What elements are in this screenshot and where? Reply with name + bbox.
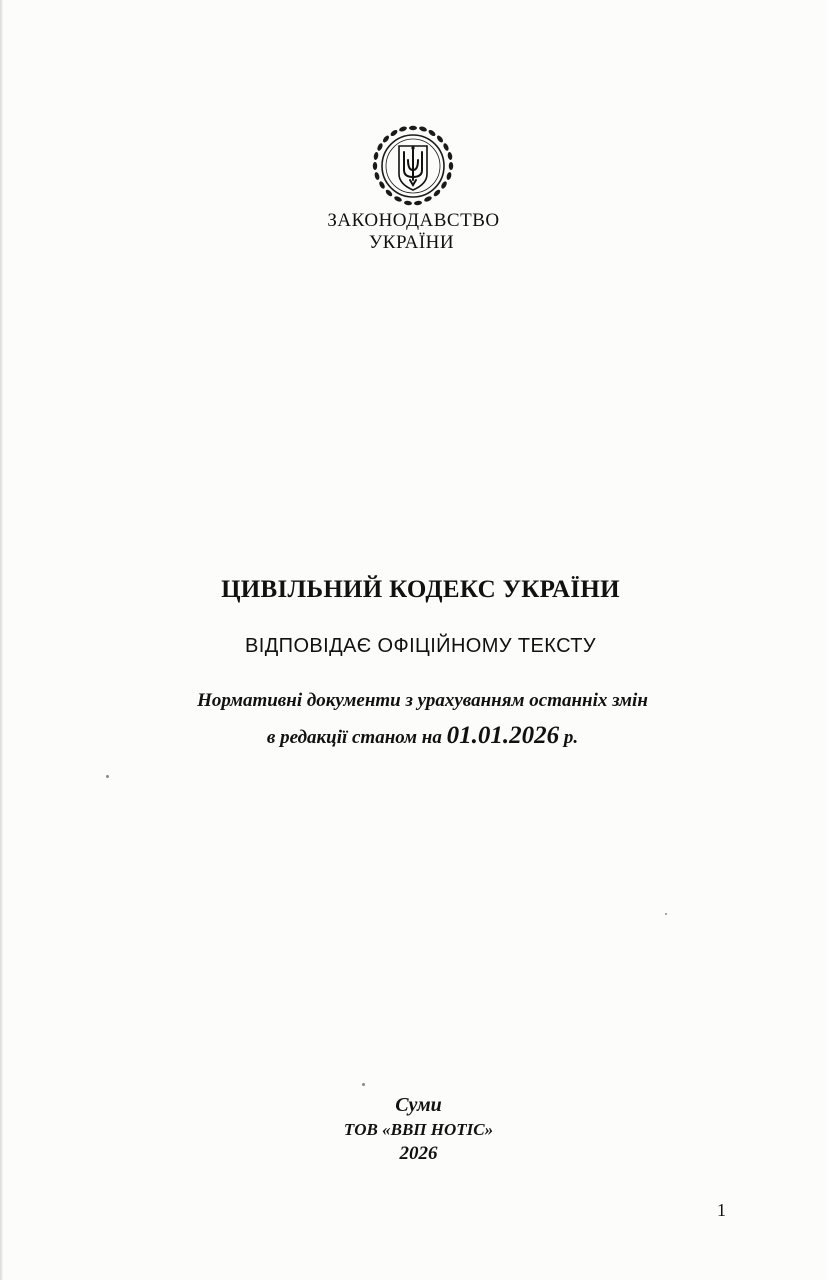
page-number: 1 <box>717 1200 726 1220</box>
imprint-city: Суми <box>395 1094 442 1116</box>
edition-date: 01.01.2026 <box>446 722 560 749</box>
series-title-line2: УКРАЇНИ <box>368 232 455 253</box>
imprint-year: 2026 <box>399 1143 438 1164</box>
edition-note-line1: Нормативні документи з урахуванням останніх змін <box>197 690 648 711</box>
edition-note-line2 <box>0 722 827 750</box>
series-title-line1: ЗАКОНОДАВСТВО <box>327 210 500 231</box>
book-title: ЦИВІЛЬНИЙ КОДЕКС УКРАЇНИ <box>221 576 620 603</box>
print-speck <box>106 775 109 778</box>
imprint-publisher: ТОВ «ВВП НОТІС» <box>343 1120 494 1139</box>
official-text-note: ВІДПОВІДАЄ ОФІЦІЙНОМУ ТЕКСТУ <box>245 635 596 657</box>
print-speck <box>362 1083 365 1086</box>
edition-date-suffix: р. <box>563 727 579 748</box>
print-speck <box>665 913 667 915</box>
trident-wreath-emblem-icon <box>367 122 459 210</box>
edition-date-prefix: в редакції станом на <box>266 727 442 748</box>
